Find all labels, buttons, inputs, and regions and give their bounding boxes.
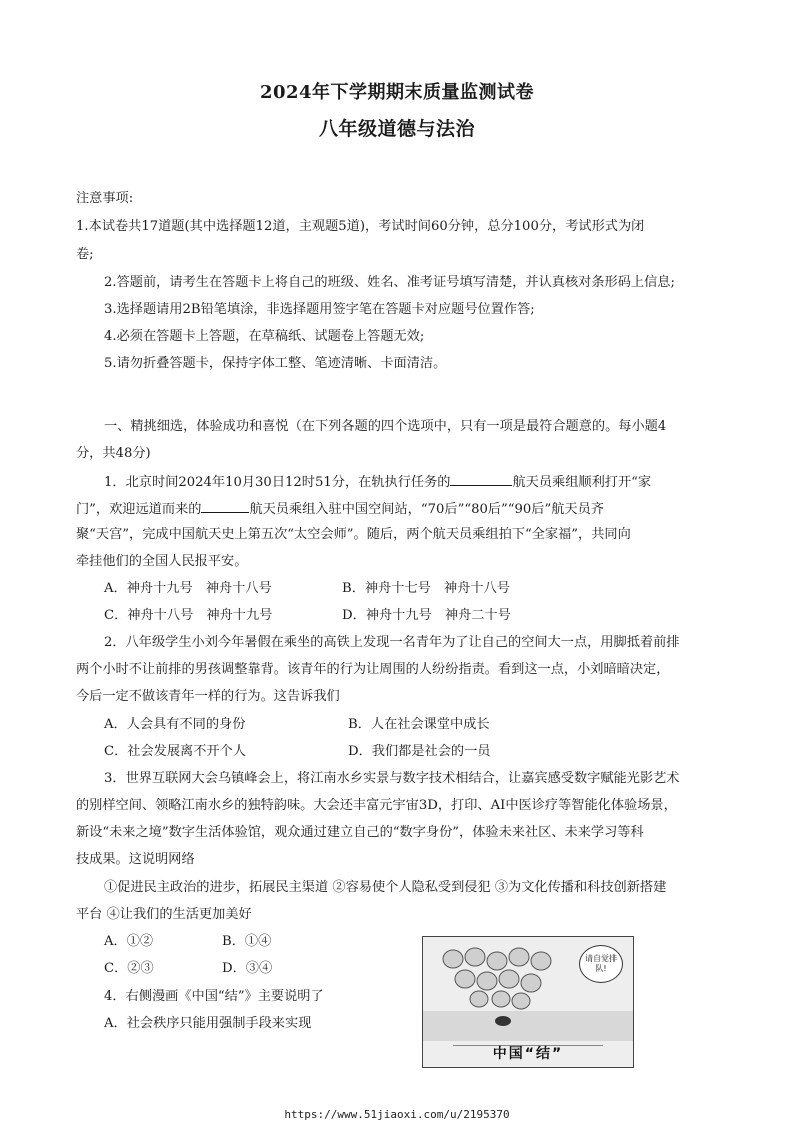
note-item-1: 1.本试卷共17道题(其中选择题12道，主观题5道)，考试时间60分钟，总分100分，考试形式为闭 — [76, 219, 645, 234]
q1-text-b: 航天员乘组顺利打开“家 — [512, 475, 652, 490]
q2-option-b: B．人在社会课堂中成长 — [348, 717, 490, 732]
q4-option-a: A．社会秩序只能用强制手段来实现 — [104, 1016, 312, 1031]
q3-line-1: 3．世界互联网大会乌镇峰会上，将江南水乡实景与数字技术相结合，让嘉宾感受数字赋能光影艺术 — [104, 771, 680, 786]
q2-option-d: D．我们都是社会的一员 — [348, 744, 491, 759]
q1-line-3: 聚“天宫”，完成中国航天史上第五次“太空会师”。随后，两个航天员乘组拍下“全家福”，共同向 — [76, 527, 631, 542]
q3-line-4: 技成果。这说明网络 — [76, 852, 195, 867]
q1-blank-2 — [201, 499, 249, 513]
q4-line-1: 4．右侧漫画《中国“结”》主要说明了 — [104, 989, 324, 1004]
q1-text-a: 1．北京时间2024年10月30日12时51分，在轨执行任务的 — [104, 475, 451, 490]
note-item-4: 4.必须在答题卡上答题，在草稿纸、试题卷上答题无效; — [104, 329, 425, 344]
q3-option-b: B．①④ — [222, 934, 272, 949]
q1-text-d: 航天员乘组入驻中国空间站，“70后”“80后”“90后”航天员齐 — [249, 502, 604, 517]
exam-subject: 八年级道德与法治 — [318, 118, 475, 140]
section-1-instruction: 一、精挑细选，体验成功和喜悦（在下列各题的四个选项中，只有一项是最符合题意的。每小题4 — [104, 419, 667, 434]
q1-blank-1 — [450, 472, 512, 486]
q1-option-d: D．神舟十九号 神舟二十号 — [342, 608, 511, 623]
note-item-1-cont: 卷; — [76, 247, 94, 262]
q1-line-1 — [104, 472, 651, 492]
cartoon-image — [422, 936, 634, 1068]
exam-title: 2024年下学期期末质量监测试卷 — [259, 82, 535, 103]
notes-heading: 注意事项: — [76, 191, 134, 206]
q3-statements-1: ①促进民主政治的进步，拓展民主渠道 ②容易使个人隐私受到侵犯 ③为文化传播和科技创新搭建 — [104, 880, 667, 895]
q1-text-c: 门”，欢迎远道而来的 — [76, 502, 202, 517]
q1-option-b: B．神舟十七号 神舟十八号 — [342, 581, 510, 596]
q1-option-c: C．神舟十八号 神舟十九号 — [104, 608, 273, 623]
cartoon-speech-bubble: 请自觉排队! — [579, 945, 623, 983]
q2-line-1: 2．八年级学生小刘今年暑假在乘坐的高铁上发现一名青年为了让自己的空间大一点，用脚抵着前排 — [104, 635, 680, 650]
q3-statements-2: 平台 ④让我们的生活更加美好 — [76, 907, 252, 922]
cartoon-caption: 中国“结” — [492, 1046, 564, 1062]
q3-line-3: 新设“未来之境”数字生活体验馆，观众通过建立自己的“数字身份”，体验未来社区、未来学习等科 — [76, 825, 644, 840]
q1-line-4: 牵挂他们的全国人民报平安。 — [76, 554, 248, 569]
q3-option-a: A．①② — [104, 934, 154, 949]
q2-option-a: A．人会具有不同的身份 — [104, 717, 246, 732]
section-1-instruction-cont: 分，共48分) — [76, 446, 151, 461]
q3-option-d: D．③④ — [222, 961, 273, 976]
q3-line-2: 的别样空间、领略江南水乡的独特韵味。大会还丰富元宇宙3D，打印、AI中医诊疗等智能化体验场景， — [76, 798, 677, 813]
footer-url: https://www.51jiaoxi.com/u/2195370 — [284, 1108, 510, 1121]
q1-option-a: A．神舟十九号 神舟十八号 — [104, 581, 272, 596]
note-item-5: 5.请勿折叠答题卡，保持字体工整、笔迹清晰、卡面清洁。 — [104, 356, 447, 371]
note-item-3: 3.选择题请用2B铅笔填涂，非选择题用签字笔在答题卡对应题号位置作答; — [104, 302, 535, 317]
q1-line-2 — [76, 499, 604, 519]
q2-line-3: 今后一定不做该青年一样的行为。这告诉我们 — [76, 689, 340, 704]
q2-line-2: 两个小时不让前排的男孩调整靠背。该青年的行为让周围的人纷纷指责。看到这一点，小刘暗暗决定， — [76, 662, 670, 677]
q3-option-c: C．②③ — [104, 961, 154, 976]
note-item-2: 2.答题前，请考生在答题卡上将自己的班级、姓名、准考证号填写清楚，并认真核对条形码上信息; — [104, 275, 675, 290]
q2-option-c: C．社会发展离不开个人 — [104, 744, 246, 759]
